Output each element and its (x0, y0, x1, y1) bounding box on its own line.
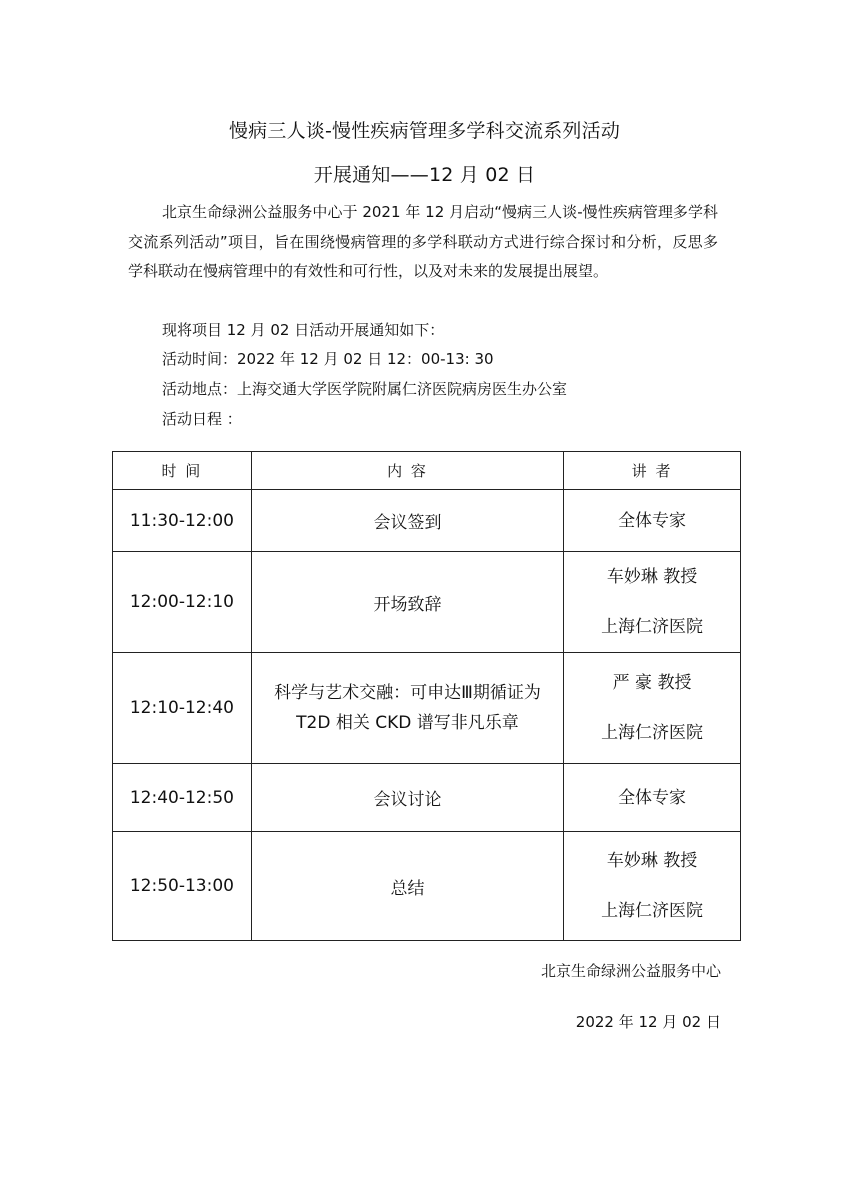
signature-date: 2022 年 12 月 02 日 (575, 1013, 721, 1031)
row-time: 12:50-13:00 (113, 832, 252, 941)
speaker-affiliation: 上海仁济医院 (601, 617, 704, 637)
table-row (113, 832, 741, 941)
header-speaker: 讲 者 (564, 452, 741, 490)
row-speaker (564, 490, 741, 552)
row-time: 12:40-12:50 (113, 764, 252, 832)
row-speaker (564, 832, 741, 941)
speaker-name: 严 豪 教授 (612, 673, 692, 693)
notice-line: 现将项目 12 月 02 日活动开展通知如下： (162, 321, 445, 339)
row-content: 会议讨论 (251, 764, 563, 832)
row-speaker (564, 764, 741, 832)
speaker-affiliation: 上海仁济医院 (601, 723, 704, 743)
speaker-name: 车妙琳 教授 (606, 851, 698, 871)
speaker-name: 全体专家 (618, 787, 687, 808)
document-title-line-2: 开展通知——12 月 02 日 (313, 164, 536, 186)
table-row (113, 653, 741, 764)
row-time: 12:10-12:40 (113, 653, 252, 764)
speaker-name: 车妙琳 教授 (606, 567, 698, 587)
row-content: 会议签到 (251, 490, 563, 552)
row-content: 科学与艺术交融：可申达Ⅲ期循证为 T2D 相关 CKD 谱写非凡乐章 (251, 653, 563, 764)
row-speaker (564, 552, 741, 653)
schedule-table (112, 451, 741, 941)
table-row (113, 764, 741, 832)
speaker-name: 全体专家 (618, 510, 687, 531)
row-speaker (564, 653, 741, 764)
schedule-label: 活动日程 ： (162, 410, 242, 428)
activity-location: 活动地点：上海交通大学医学院附属仁济医院病房医生办公室 (162, 380, 568, 398)
table-header-row (113, 452, 741, 490)
activity-time: 活动时间：2022 年 12 月 02 日 12：00-13: 30 (162, 350, 494, 368)
document-title-line-1: 慢病三人谈-慢性疾病管理多学科交流系列活动 (228, 120, 621, 142)
table-row (113, 490, 741, 552)
table-row (113, 552, 741, 653)
row-time: 12:00-12:10 (113, 552, 252, 653)
intro-paragraph: 北京生命绿洲公益服务中心于 2021 年 12 月启动“慢病三人谈-慢性疾病管理多学科交流系列活动”项目，旨在围绕慢病管理的多学科联动方式进行综合探讨和分析，反思多学科联动在慢病管理中的有效性和可行性，以及对未来的发展提出展望。 (128, 203, 718, 280)
row-time: 11:30-12:00 (113, 490, 252, 552)
header-content: 内 容 (251, 452, 563, 490)
speaker-affiliation: 上海仁济医院 (601, 901, 704, 921)
row-content: 总结 (251, 832, 563, 941)
header-time: 时 间 (113, 452, 252, 490)
row-content: 开场致辞 (251, 552, 563, 653)
signature-organization: 北京生命绿洲公益服务中心 (540, 962, 721, 980)
